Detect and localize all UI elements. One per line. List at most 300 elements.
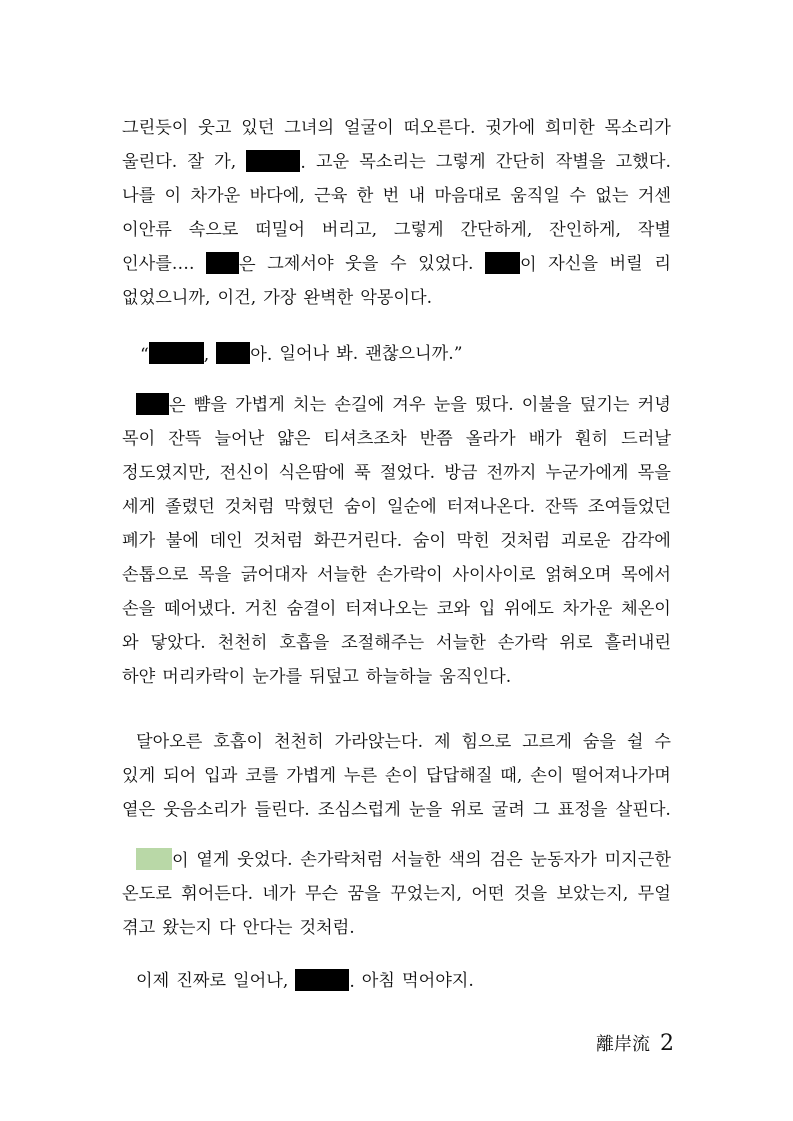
word (206, 252, 256, 277)
word (621, 427, 671, 451)
word (498, 631, 548, 655)
word-text: 가볍게 (286, 766, 337, 786)
highlighted-name-block (136, 848, 172, 870)
word-text: 진짜로 (176, 971, 227, 991)
word (654, 730, 671, 754)
word (563, 597, 613, 621)
word-text: 훤히 (574, 429, 609, 449)
word (220, 461, 270, 485)
word (196, 848, 229, 873)
word (530, 848, 596, 873)
word-text: 네가 (262, 884, 296, 904)
word-text: 조여들었던 (587, 497, 671, 517)
word (394, 218, 444, 242)
word-text: 있던 (241, 118, 275, 138)
word-text: 얇은 (277, 429, 311, 449)
word (605, 116, 671, 140)
text-line (122, 286, 671, 310)
word-text: 쉴 (626, 732, 644, 752)
word (404, 116, 476, 140)
word (187, 150, 204, 175)
word (136, 730, 202, 754)
word-text: 그렇게 (435, 152, 486, 172)
word-text: 잔뜩 (168, 429, 202, 449)
word-text: 괜찮으니까.” (365, 344, 463, 364)
word-text: 가볍게 (235, 395, 285, 415)
word-text: 전까지 (486, 463, 537, 483)
word-text: 푹 (354, 463, 371, 483)
word-text: 버리고, (321, 220, 378, 240)
word-text: 차가운 (562, 599, 613, 619)
word (545, 495, 578, 519)
word-text: 수 (389, 254, 407, 274)
word-text: 서늘한 (316, 565, 367, 585)
word (198, 563, 231, 587)
text-line (136, 848, 671, 873)
word-text: 이 (172, 851, 189, 871)
text-line (122, 798, 671, 822)
word-text: 나를 (122, 186, 156, 206)
word-text: 차가운 (190, 186, 241, 206)
word-text: 떨어져나가며 (571, 766, 671, 786)
word (444, 461, 477, 485)
word (204, 764, 237, 788)
word (136, 848, 189, 873)
word (449, 848, 482, 873)
page-footer (596, 1030, 674, 1056)
word-text: 완벽한 (303, 288, 354, 308)
word (305, 882, 338, 906)
word (122, 764, 155, 788)
word-text: 거친 (244, 599, 278, 619)
word-text: 드러날 (621, 429, 671, 449)
footer-title: 離岸流 (596, 1034, 650, 1055)
word (190, 184, 240, 208)
word-text: 이제 (136, 971, 170, 991)
word (380, 461, 435, 485)
word-text: 인사를…. (122, 254, 195, 274)
word (136, 393, 186, 418)
word-text: 숨결이 (286, 599, 337, 619)
word (357, 184, 374, 208)
word-text: , (203, 345, 210, 365)
word-text: . (300, 153, 306, 173)
word (362, 969, 395, 994)
word (214, 427, 264, 451)
word (616, 150, 671, 175)
word-text: 목을 (198, 565, 232, 585)
word (122, 529, 155, 553)
word-text: 살핀다. (615, 800, 671, 820)
word-text: 내 (408, 186, 426, 206)
word-text: 봐. (336, 344, 359, 364)
word-text: 웃음소리가 (163, 800, 247, 820)
word (336, 342, 358, 367)
word-text: 보았는지, (556, 884, 629, 904)
word (122, 597, 155, 621)
word (418, 252, 473, 277)
word (466, 427, 516, 451)
redacted-name-block (485, 252, 520, 274)
word (341, 631, 424, 655)
text-line (122, 252, 671, 277)
word (286, 764, 336, 788)
word (569, 184, 586, 208)
word (122, 495, 155, 519)
word-text: 와 (122, 633, 139, 653)
text-line (136, 730, 671, 754)
word-text: 머리카락이 (162, 667, 246, 687)
word (164, 597, 236, 621)
word (571, 764, 671, 788)
word (345, 252, 378, 277)
word (621, 597, 671, 621)
word-text: 불에 (165, 531, 199, 551)
word-text: 커녕 (637, 395, 671, 415)
word (514, 882, 547, 906)
word (385, 764, 418, 788)
word (122, 461, 210, 485)
word (279, 342, 329, 367)
word (402, 969, 474, 994)
word-text: 그녀의 (284, 118, 335, 138)
word (245, 764, 278, 788)
word-text: 자신을 (548, 254, 598, 274)
word-text: 호흡을 (279, 633, 330, 653)
word (277, 427, 310, 451)
word-text: 웃고 (198, 118, 232, 138)
word-text: 악몽이다. (360, 288, 433, 308)
word (359, 150, 425, 175)
word (274, 730, 324, 754)
word (303, 286, 353, 310)
word (426, 764, 492, 788)
word (318, 798, 401, 822)
word-text: 손톱으로 (122, 565, 189, 585)
text-line (122, 116, 671, 140)
text-line (140, 342, 671, 367)
word-text: 것처럼. (299, 918, 355, 938)
word-text: 움직일 (510, 186, 561, 206)
redacted-name-block (246, 150, 300, 172)
word (216, 342, 272, 367)
word (610, 252, 643, 277)
word (344, 495, 377, 519)
word (345, 597, 428, 621)
word-text: 옅은 (122, 800, 156, 820)
word-text: 괴로운 (560, 531, 611, 551)
word-text: 웃을 (345, 254, 379, 274)
word (387, 495, 437, 519)
text-line (122, 563, 671, 587)
word (314, 184, 347, 208)
word (300, 848, 383, 873)
word (452, 563, 535, 587)
word-text: 무얼 (637, 884, 671, 904)
word-text: 귓가에 (485, 118, 536, 138)
text-line (122, 461, 671, 485)
word (510, 184, 560, 208)
word (213, 730, 263, 754)
word (638, 218, 671, 242)
word (376, 563, 442, 587)
word-text: 손이 (384, 766, 419, 786)
word (504, 597, 554, 621)
word-text: 옅게 (196, 850, 230, 870)
word-text: 떠밀어 (255, 220, 305, 240)
word (334, 393, 384, 418)
word-text: 터져나온다. (446, 497, 536, 517)
word (434, 730, 451, 754)
word-text: 늘어난 (214, 429, 265, 449)
word-text: 있게 (122, 766, 156, 786)
word (545, 116, 595, 140)
word (485, 116, 535, 140)
word-text: 절었다. (379, 463, 436, 483)
word (295, 969, 354, 994)
word (255, 218, 305, 242)
word-text: 되어 (163, 766, 197, 786)
page-number: 2 (660, 1031, 674, 1056)
word-text: 미지근한 (604, 850, 671, 870)
word (529, 427, 562, 451)
word (162, 916, 212, 940)
word (522, 730, 572, 754)
word (122, 882, 172, 906)
word (122, 563, 188, 587)
word-text: 위에도 (504, 599, 554, 619)
word-text: 잔인하게, (549, 220, 621, 240)
word (545, 563, 611, 587)
word (279, 631, 329, 655)
word-text: 표정을 (557, 800, 608, 820)
word-text: 움직인다. (439, 667, 512, 687)
word (354, 461, 371, 485)
word (162, 665, 245, 689)
word (151, 631, 206, 655)
word-text: 체온이 (621, 599, 671, 619)
word (316, 150, 349, 175)
word-text: 그 (532, 800, 550, 820)
word (279, 461, 345, 485)
word (284, 495, 334, 519)
word (436, 150, 486, 175)
word-text: 호흡이 (213, 732, 264, 752)
word (360, 286, 432, 310)
word (588, 495, 671, 519)
word-text: 바다에, (249, 186, 305, 206)
word-text: 목에서 (621, 565, 671, 585)
word (549, 218, 621, 242)
word (322, 218, 377, 242)
word (253, 529, 303, 553)
word-text: 꿈을 (347, 884, 381, 904)
word-text: 휘어든다. (181, 884, 254, 904)
text-line (122, 665, 671, 689)
word-text: 어떤 (471, 884, 505, 904)
word (317, 563, 367, 587)
word (558, 798, 608, 822)
word-text: 막혔던 (284, 497, 335, 517)
word-text: 겨우 (392, 395, 426, 415)
word (194, 393, 227, 418)
word (575, 427, 608, 451)
word-text: 위로 (450, 800, 484, 820)
word (434, 393, 467, 418)
word (233, 969, 288, 994)
word-text: 근육 (314, 186, 348, 206)
word-text: 아침 (361, 971, 395, 991)
word-text: 손가락 (497, 633, 548, 653)
word (217, 286, 256, 310)
text-line (122, 218, 671, 242)
word-text: 왔는지 (162, 918, 213, 938)
word-text: 그렇게 (393, 220, 444, 240)
word (225, 495, 275, 519)
word-text: 가, (214, 152, 237, 172)
word-text: 가장 (263, 288, 297, 308)
word-text: 검은 (489, 850, 523, 870)
word-text: 손가락처럼 (300, 850, 384, 870)
word (561, 529, 611, 553)
word-text: 하얀 (122, 667, 156, 687)
word (530, 764, 563, 788)
word (198, 116, 231, 140)
word (365, 342, 462, 367)
word-text: 무슨 (304, 884, 339, 904)
word-text: 위로 (559, 633, 593, 653)
word (136, 969, 169, 994)
word (214, 150, 236, 175)
word-text: 그제서야 (267, 254, 334, 274)
word-text: 꾸었는지, (390, 884, 462, 904)
word-text: 손을 (122, 599, 156, 619)
word (245, 597, 278, 621)
word (627, 730, 644, 754)
word-text: 막힌 (456, 531, 490, 551)
word (267, 252, 333, 277)
word (487, 461, 537, 485)
word-text: 잘 (187, 152, 205, 172)
text-line (122, 427, 671, 451)
word-text: 올라가 (465, 429, 516, 449)
word (548, 252, 598, 277)
word (163, 764, 196, 788)
word (437, 597, 470, 621)
word (436, 631, 486, 655)
word (252, 665, 302, 689)
word (366, 665, 432, 689)
word (638, 393, 671, 418)
word (122, 798, 155, 822)
word-text: 작별 (637, 220, 671, 240)
word (181, 882, 253, 906)
word-text: 답답해질 (426, 766, 493, 786)
word-text: 속으로 (188, 220, 239, 240)
word (522, 393, 572, 418)
word (324, 427, 407, 451)
word (621, 529, 671, 553)
word (583, 730, 616, 754)
word-text: 고운 (315, 152, 350, 172)
text-line (122, 597, 671, 621)
word-text: 목이 (122, 429, 156, 449)
word-text: 눈동자가 (530, 850, 597, 870)
word-text: 수 (654, 732, 671, 752)
word (166, 529, 199, 553)
word-text: 마음대로 (434, 186, 501, 206)
word-text: 조절해주는 (341, 633, 425, 653)
word (439, 665, 511, 689)
word (546, 461, 629, 485)
word (485, 252, 537, 277)
word (556, 882, 628, 906)
word-text: 겪고 (122, 918, 156, 938)
word-text: 달아오른 (136, 732, 203, 752)
word (420, 427, 453, 451)
word-text: “ (140, 345, 149, 365)
text-line (122, 495, 671, 519)
word-text: 거센 (637, 186, 671, 206)
word-text: 천천히 (273, 732, 324, 752)
word-text: 때, (500, 766, 523, 786)
word (390, 252, 407, 277)
word-text: 안다는 (242, 918, 293, 938)
word (237, 848, 292, 873)
word (122, 427, 155, 451)
word-text: 사이사이로 (452, 565, 536, 585)
word-text: 이불을 (521, 395, 572, 415)
word-text: 목소리가 (604, 118, 671, 138)
word-text: 정도였지만, (122, 463, 211, 483)
word-text: 이건, (217, 288, 257, 308)
word-text: 이 (519, 255, 537, 275)
word-text: 굴려 (491, 800, 525, 820)
word-text: 것처럼 (500, 531, 551, 551)
word (165, 184, 182, 208)
text-line (136, 969, 671, 994)
word (348, 882, 381, 906)
word (390, 882, 462, 906)
word (460, 218, 532, 242)
word-text: 목소리는 (359, 152, 426, 172)
word-text: 떠오른다. (403, 118, 476, 138)
redacted-name-block (295, 969, 349, 991)
word-text: 것처럼 (253, 531, 304, 551)
word-text: 서늘한 (391, 850, 441, 870)
word-text: 들린다. (254, 800, 310, 820)
word (475, 393, 514, 418)
word-text: 얽혀오며 (545, 565, 612, 585)
word (638, 184, 671, 208)
word (165, 495, 215, 519)
word (492, 798, 525, 822)
word-text: 숨이 (343, 497, 378, 517)
word-text: 터져나오는 (345, 599, 429, 619)
word-text: 방금 (444, 463, 478, 483)
word-text: 화끈거린다. (313, 531, 403, 551)
word (447, 495, 535, 519)
word (434, 184, 500, 208)
word (140, 342, 209, 367)
word-text: 희미한 (544, 118, 595, 138)
word (344, 116, 394, 140)
word (556, 150, 606, 175)
word-text: 누군가에게 (545, 463, 629, 483)
word-text: 힘으로 (461, 732, 512, 752)
redacted-name-block (216, 342, 250, 364)
word (122, 150, 177, 175)
